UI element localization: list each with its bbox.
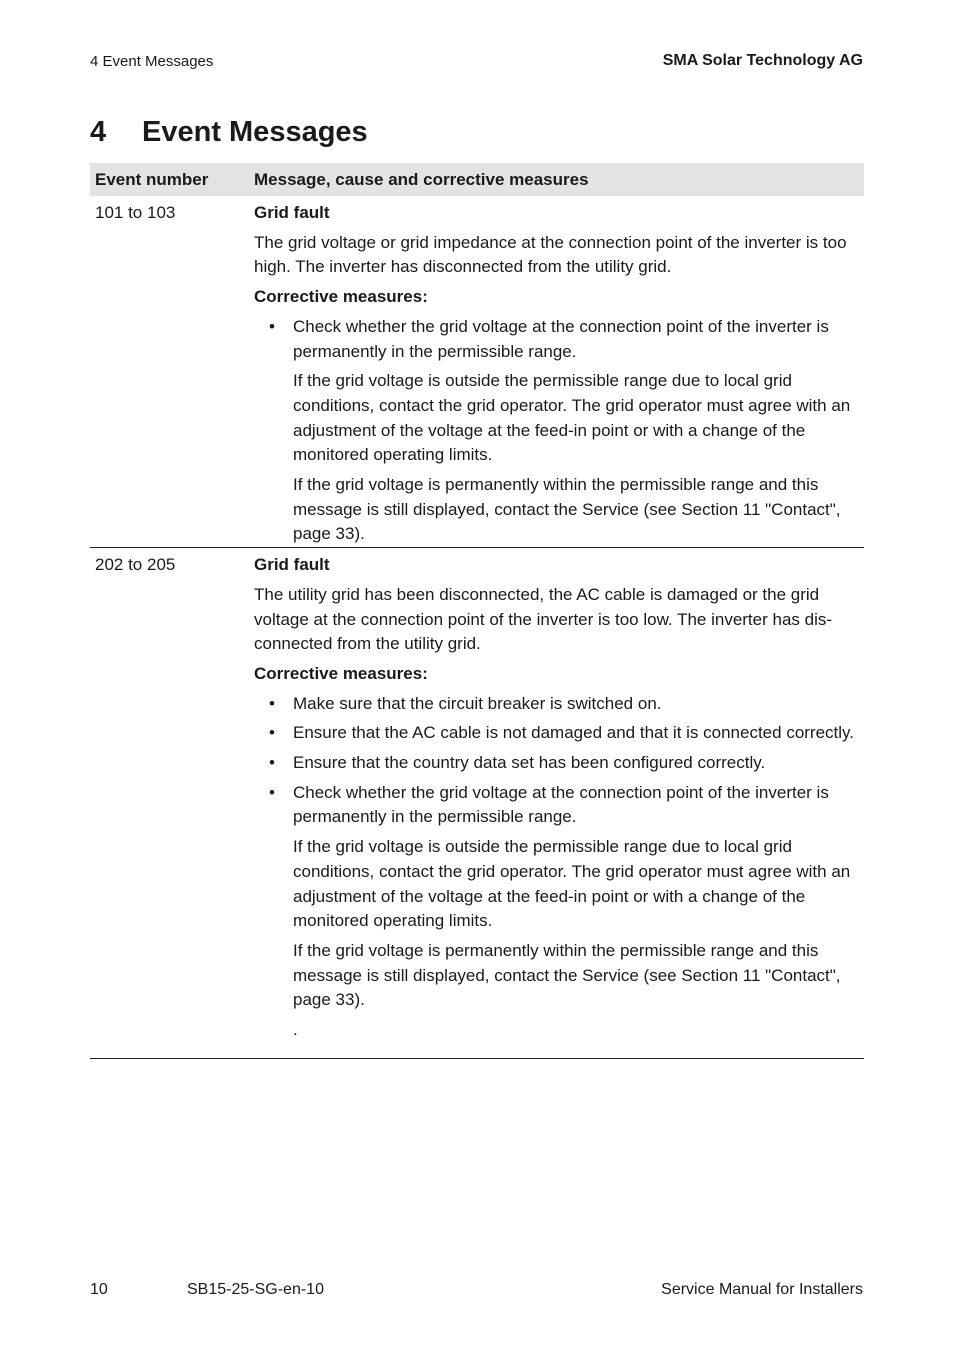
bullet-icon: • xyxy=(269,693,275,713)
table-header-row xyxy=(90,163,864,196)
running-header-company: SMA Solar Technology AG xyxy=(662,52,863,69)
measure-text: Check whether the grid voltage at the connection point of the inverter is permanently in the permissible range. xyxy=(293,782,829,827)
note-text: If the grid voltage is outside the permissible range due to local grid conditions, contact the grid operator. The grid operator must agree with an adjustment of the voltage at the feed-in point or with a change of the monitored operating limits. xyxy=(293,837,851,931)
running-header-chapter: 4 Event Messages xyxy=(90,53,214,70)
bullet-icon: • xyxy=(269,782,275,802)
column-header-event-number: Event number xyxy=(90,163,249,196)
event-number-cell: 202 to 205 xyxy=(90,548,249,1059)
bullet-icon: • xyxy=(269,723,275,743)
measure-text: Ensure that the country data set has been configured correctly. xyxy=(293,753,766,773)
list-item xyxy=(254,721,856,746)
cause-text: The utility grid has been disconnected, the AC cable is damaged or the grid voltage at the connection point of the inverter is too low. The inverter has dis-connected from the utility grid. xyxy=(254,584,833,654)
message-heading: Grid fault xyxy=(254,203,330,222)
note-text: If the grid voltage is outside the permissible range due to local grid conditions, contact the grid operator. The grid operator must agree with an adjustment of the voltage at the feed-in point or with a change of the monitored operating limits. xyxy=(293,371,851,465)
list-item xyxy=(254,692,856,717)
chapter-title: Event Messages xyxy=(142,116,368,148)
event-messages-table xyxy=(90,163,864,1059)
table-row xyxy=(90,196,864,548)
list-item xyxy=(254,315,856,364)
cause-text: The grid voltage or grid impedance at the connection point of the inverter is too high. The inverter has disconnected from the utility grid. xyxy=(254,232,847,277)
measure-text: Check whether the grid voltage at the connection point of the inverter is permanently in the permissible range. xyxy=(293,316,829,361)
table-row xyxy=(90,548,864,1059)
page-title xyxy=(90,116,368,149)
page-number: 10 xyxy=(90,1281,108,1298)
note-text: If the grid voltage is permanently within the permissible range and this message is still displayed, contact the Service (see Section 11 "Contact", page 33). xyxy=(293,940,841,1010)
message-heading: Grid fault xyxy=(254,555,330,575)
measure-text: Make sure that the circuit breaker is switched on. xyxy=(293,693,662,713)
event-number-cell: 101 to 103 xyxy=(90,196,249,548)
note-text: If the grid voltage is permanently within the permissible range and this message is still displayed, contact the Service (see Section 11 "Contact", page 33). xyxy=(293,475,841,544)
measure-text: Ensure that the AC cable is not damaged and that it is connected correctly. xyxy=(293,723,855,743)
list-item xyxy=(254,781,856,830)
measures-list xyxy=(254,315,856,364)
column-header-message: Message, cause and corrective measures xyxy=(249,163,864,196)
bullet-icon: • xyxy=(269,753,275,773)
trailing-dot: . xyxy=(293,1020,298,1040)
manual-title: Service Manual for Installers xyxy=(661,1281,863,1298)
list-item xyxy=(254,751,856,776)
chapter-number: 4 xyxy=(90,116,107,148)
measures-list xyxy=(254,692,856,831)
bullet-icon: • xyxy=(269,316,275,336)
message-cell xyxy=(249,196,864,548)
corrective-measures-label: Corrective measures: xyxy=(254,287,428,307)
message-cell xyxy=(249,548,864,1059)
document-id: SB15-25-SG-en-10 xyxy=(187,1281,324,1298)
corrective-measures-label: Corrective measures: xyxy=(254,663,428,683)
